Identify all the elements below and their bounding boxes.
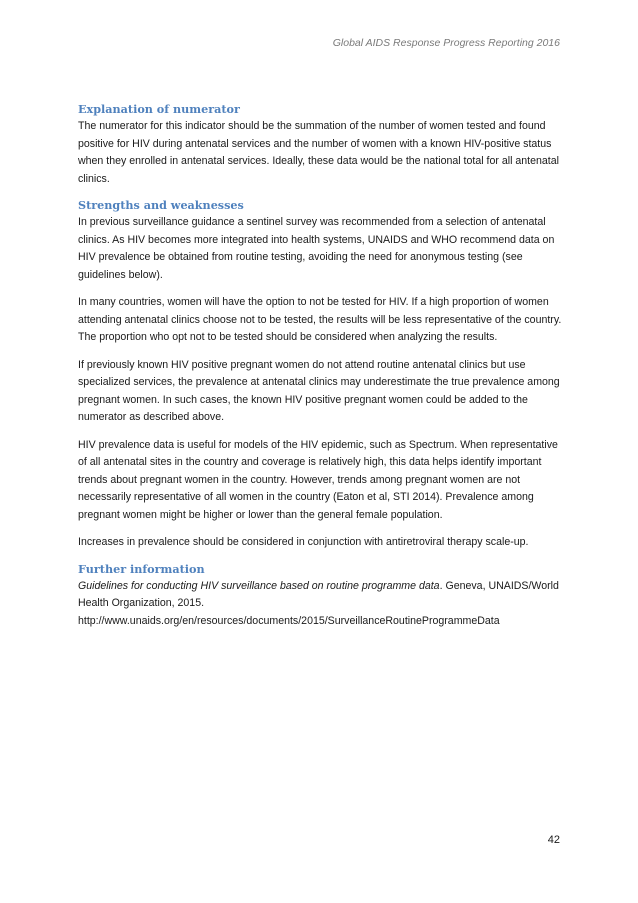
section-heading: Strengths and weaknesses [78, 198, 244, 212]
reference-title: Guidelines for conducting HIV surveillance based on routine programme data [78, 579, 440, 592]
section-heading: Explanation of numerator [78, 102, 240, 116]
page-number: 42 [547, 834, 560, 846]
reference-publisher: . Geneva, UNAIDS/World Health Organization, 2015. [78, 579, 559, 609]
paragraph: In previous surveillance guidance a sentinel survey was recommended from a selection of antenatal clinics. As HIV becomes more integrated into health systems, UNAIDS and WHO recommend data on HIV prevalence be obtained from routine testing, avoiding the need for anonymous testing (see guidelines below). [78, 216, 555, 281]
paragraph: Increases in prevalence should be considered in conjunction with antiretroviral therapy scale-up. [78, 536, 529, 548]
paragraph: The numerator for this indicator should be the summation of the number of women tested and found positive for HIV during antenatal services and the number of women with a known HIV-positive status when they enrolled in antenatal services. Ideally, these data would be the national total for all antenatal clinics. [78, 120, 559, 185]
reference-url[interactable]: http://www.unaids.org/en/resources/documents/2015/SurveillanceRoutineProgrammeData [78, 614, 500, 627]
section-strengths-and-weaknesses [78, 197, 565, 552]
section-heading: Further information [78, 561, 205, 576]
running-header: Global AIDS Response Progress Reporting 2016 [332, 37, 560, 49]
reference-citation [78, 578, 565, 613]
page-content [78, 101, 565, 630]
paragraph: HIV prevalence data is useful for models of the HIV epidemic, such as Spectrum. When representative of all antenatal sites in the country and coverage is relatively high, this data helps identify important trends about pregnant women in the country. However, trends among pregnant women are not necessarily representative of all women in the country (Eaton et al, STI 2014). Prevalence among pregnant women might be higher or lower than the general female population. [78, 438, 558, 521]
section-explanation-of-numerator [78, 101, 565, 188]
section-further-information [78, 561, 565, 631]
paragraph: In many countries, women will have the option to not be tested for HIV. If a high proportion of women attending antenatal clinics choose not to be tested, the results will be less representative of the country. The proportion who opt not to be tested should be considered when analyzing the results. [78, 296, 562, 343]
paragraph: If previously known HIV positive pregnant women do not attend routine antenatal clinics but use specialized services, the prevalence at antenatal clinics may underestimate the true prevalence among pregnant women. In such cases, the known HIV positive pregnant women could be added to the numerator as described above. [78, 358, 560, 423]
